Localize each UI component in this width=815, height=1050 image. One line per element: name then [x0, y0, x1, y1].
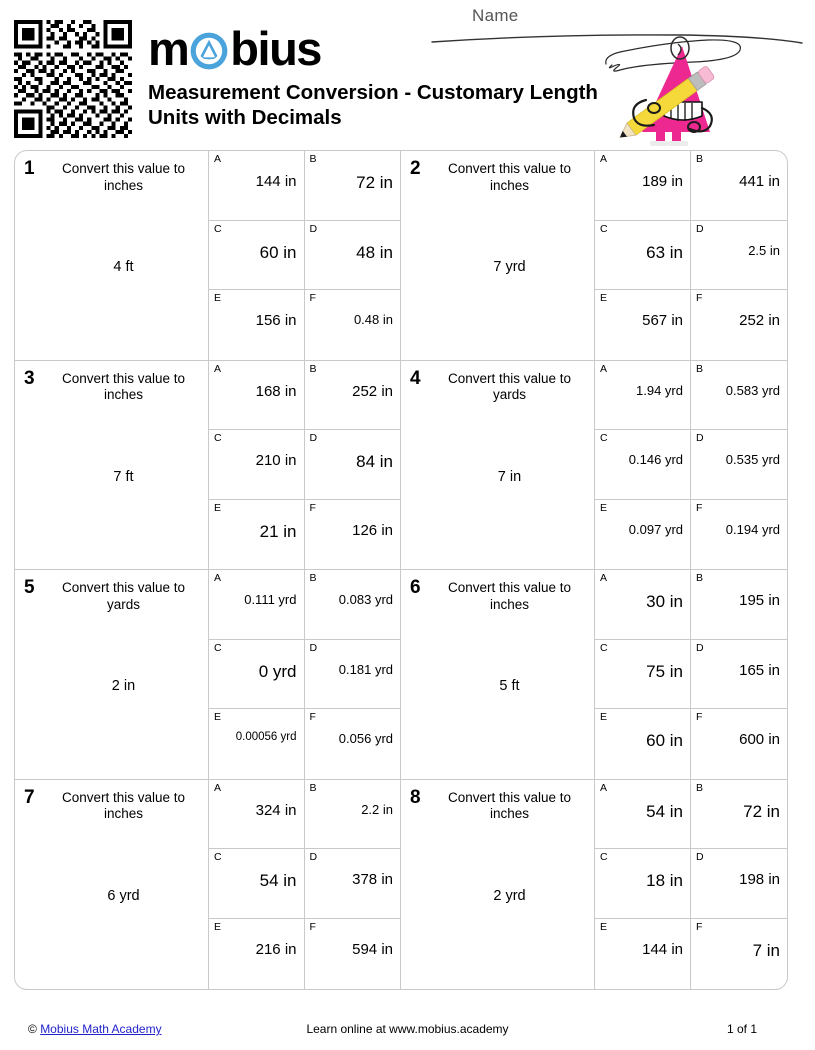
- answer-value: 0.056 yrd: [338, 731, 393, 746]
- answer-value: 54 in: [259, 871, 297, 891]
- answer-value: 0.583 yrd: [725, 382, 780, 398]
- answer-letter: E: [214, 711, 222, 723]
- answer-option-c[interactable]: [209, 221, 305, 291]
- answer-letter: A: [600, 362, 608, 375]
- answer-letter: D: [696, 432, 704, 444]
- answer-option-f[interactable]: [305, 290, 401, 360]
- answer-option-d[interactable]: [305, 430, 401, 500]
- answer-options: [594, 780, 787, 990]
- answer-value: 30 in: [646, 592, 683, 611]
- answer-option-e[interactable]: [595, 919, 691, 989]
- answer-value: 144 in: [255, 173, 297, 190]
- question-prompt-area: [401, 151, 594, 360]
- question-block: [401, 780, 787, 990]
- question-block: [15, 780, 401, 990]
- question-prompt-area: [401, 361, 594, 570]
- question-number: 1: [24, 158, 35, 179]
- question-block: [15, 361, 401, 571]
- answer-option-f[interactable]: [691, 500, 787, 570]
- answer-option-b[interactable]: [691, 570, 787, 640]
- answer-letter: F: [696, 292, 703, 304]
- answer-option-d[interactable]: [305, 221, 401, 291]
- question-prompt: Convert this value to inches: [61, 370, 186, 403]
- answer-option-c[interactable]: [209, 640, 305, 710]
- answer-value: 441 in: [739, 173, 780, 190]
- answer-letter: E: [600, 711, 608, 723]
- answer-letter: A: [214, 572, 222, 584]
- question-block: [15, 570, 401, 780]
- answer-value: 0.146 yrd: [628, 452, 683, 467]
- answer-value: 60 in: [259, 242, 297, 262]
- answer-letter: C: [600, 432, 608, 444]
- answer-option-a[interactable]: [595, 151, 691, 221]
- question-number: 3: [24, 367, 35, 389]
- question-prompt-area: [15, 361, 208, 570]
- question-prompt-area: [15, 151, 208, 360]
- answer-value: 156 in: [255, 312, 297, 329]
- answer-value: 2.2 in: [361, 801, 393, 817]
- answer-value: 144 in: [642, 941, 683, 959]
- answer-value: 216 in: [255, 941, 297, 959]
- mobius-loop-icon: [189, 31, 229, 71]
- answer-option-d[interactable]: [305, 849, 401, 919]
- answer-option-b[interactable]: [305, 570, 401, 640]
- answer-value: 252 in: [352, 382, 393, 400]
- answer-options: [208, 151, 400, 360]
- logo-text-after: bius: [230, 21, 321, 75]
- question-prompt-area: [15, 780, 208, 990]
- answer-letter: E: [214, 292, 222, 304]
- answer-value: 60 in: [646, 731, 683, 750]
- question-block: [15, 151, 401, 361]
- answer-option-f[interactable]: [305, 709, 401, 779]
- answer-option-c[interactable]: [595, 849, 691, 919]
- question-block: [401, 361, 787, 571]
- answer-letter: B: [309, 572, 317, 584]
- page-title: Measurement Conversion - Customary Length Units with Decimals: [148, 81, 598, 130]
- answer-letter: D: [696, 851, 704, 864]
- answer-letter: A: [600, 781, 608, 794]
- answer-option-a[interactable]: [209, 780, 305, 850]
- question-number: 6: [410, 577, 421, 598]
- answer-letter: D: [696, 222, 704, 235]
- answer-options: [208, 361, 400, 570]
- answer-value: 594 in: [352, 941, 393, 959]
- question-value: 2 in: [111, 678, 136, 694]
- answer-letter: E: [600, 292, 608, 304]
- question-prompt: Convert this value to inches: [61, 789, 186, 822]
- answer-option-e[interactable]: [209, 709, 305, 779]
- answer-value: 189 in: [642, 173, 683, 190]
- mobius-math-academy-link[interactable]: Mobius Math Academy: [40, 1022, 162, 1036]
- questions-grid: [14, 150, 788, 990]
- answer-option-a[interactable]: [209, 570, 305, 640]
- answer-option-a[interactable]: [595, 780, 691, 850]
- answer-option-f[interactable]: [305, 500, 401, 570]
- mascot-illustration: [598, 28, 748, 146]
- answer-option-b[interactable]: [691, 361, 787, 431]
- question-prompt: Convert this value to inches: [447, 580, 572, 612]
- answer-option-d[interactable]: [691, 640, 787, 710]
- question-prompt-area: [15, 570, 208, 779]
- answer-option-e[interactable]: [209, 919, 305, 989]
- answer-value: 0.181 yrd: [338, 661, 393, 677]
- answer-letter: C: [600, 641, 608, 654]
- answer-option-d[interactable]: [691, 849, 787, 919]
- answer-letter: F: [696, 501, 703, 514]
- answer-option-e[interactable]: [595, 290, 691, 360]
- answer-options: [208, 570, 400, 779]
- answer-letter: A: [214, 781, 222, 794]
- answer-value: 210 in: [255, 452, 297, 469]
- answer-letter: F: [309, 501, 316, 514]
- answer-value: 600 in: [739, 731, 780, 748]
- answer-option-b[interactable]: [691, 780, 787, 850]
- answer-letter: E: [214, 501, 222, 514]
- answer-options: [208, 780, 400, 990]
- answer-option-e[interactable]: [595, 500, 691, 570]
- answer-letter: D: [309, 222, 318, 235]
- answer-value: 75 in: [646, 661, 683, 681]
- answer-value: 168 in: [255, 382, 297, 400]
- question-value: 7 in: [497, 468, 522, 485]
- footer-tagline: Learn online at www.mobius.academy: [306, 1022, 509, 1036]
- answer-options: [594, 151, 787, 360]
- question-prompt: Convert this value to inches: [447, 789, 572, 822]
- answer-value: 84 in: [356, 452, 393, 471]
- question-value: 2 yrd: [493, 887, 526, 904]
- answer-value: 54 in: [646, 801, 683, 821]
- name-field-area: [430, 6, 805, 26]
- answer-option-a[interactable]: [209, 361, 305, 431]
- question-number: 8: [410, 786, 421, 808]
- answer-letter: D: [309, 432, 318, 444]
- answer-letter: C: [214, 851, 222, 864]
- answer-letter: D: [309, 641, 318, 654]
- answer-letter: F: [309, 921, 316, 934]
- question-number: 4: [410, 367, 421, 389]
- answer-letter: C: [214, 222, 222, 235]
- question-value: 5 ft: [499, 678, 520, 694]
- answer-option-f[interactable]: [305, 919, 401, 989]
- answer-value: 324 in: [255, 801, 297, 819]
- answer-option-a[interactable]: [595, 570, 691, 640]
- answer-letter: A: [600, 572, 608, 584]
- answer-value: 48 in: [356, 242, 393, 262]
- qr-code-icon: [14, 20, 132, 138]
- answer-option-d[interactable]: [691, 221, 787, 291]
- answer-letter: F: [696, 711, 703, 723]
- answer-option-b[interactable]: [691, 151, 787, 221]
- question-value: 6 yrd: [107, 887, 140, 904]
- question-prompt-area: [401, 570, 594, 779]
- answer-value: 126 in: [352, 521, 393, 539]
- answer-option-c[interactable]: [595, 640, 691, 710]
- answer-value: 165 in: [739, 661, 780, 679]
- question-prompt: Convert this value to inches: [61, 161, 186, 193]
- question-value: 7 yrd: [493, 259, 526, 275]
- answer-option-c[interactable]: [595, 221, 691, 291]
- answer-letter: B: [696, 781, 704, 794]
- answer-value: 2.5 in: [748, 242, 780, 258]
- answer-option-f[interactable]: [691, 290, 787, 360]
- logo-text-before: m: [148, 21, 189, 75]
- question-number: 5: [24, 577, 35, 598]
- answer-value: 1.94 yrd: [636, 382, 683, 398]
- answer-letter: C: [600, 222, 608, 235]
- answer-option-d[interactable]: [691, 430, 787, 500]
- question-block: [401, 570, 787, 780]
- answer-letter: B: [309, 153, 317, 165]
- answer-value: 198 in: [739, 871, 780, 889]
- question-prompt: Convert this value to inches: [447, 161, 572, 193]
- answer-options: [594, 361, 787, 570]
- answer-value: 567 in: [642, 312, 683, 329]
- answer-letter: D: [696, 641, 704, 654]
- answer-option-c[interactable]: [209, 849, 305, 919]
- answer-value: 195 in: [739, 592, 780, 609]
- answer-letter: B: [696, 362, 704, 375]
- answer-value: 72 in: [743, 801, 780, 821]
- answer-letter: C: [214, 432, 222, 444]
- answer-letter: F: [309, 711, 316, 723]
- answer-value: 63 in: [646, 242, 683, 262]
- answer-value: 0.083 yrd: [338, 592, 393, 607]
- answer-option-a[interactable]: [595, 361, 691, 431]
- answer-option-e[interactable]: [595, 709, 691, 779]
- question-prompt: Convert this value to yards: [61, 580, 186, 612]
- answer-value: 0.48 in: [353, 312, 393, 327]
- answer-value: 72 in: [356, 173, 393, 192]
- name-label: Name: [472, 6, 519, 25]
- answer-value: 0 yrd: [258, 661, 297, 681]
- answer-letter: A: [214, 362, 222, 375]
- answer-option-f[interactable]: [691, 919, 787, 989]
- answer-value: 252 in: [739, 312, 780, 329]
- answer-letter: A: [600, 153, 608, 165]
- answer-letter: C: [600, 851, 608, 864]
- answer-value: 18 in: [646, 871, 683, 891]
- answer-letter: C: [214, 641, 222, 654]
- answer-value: 0.535 yrd: [725, 452, 780, 467]
- answer-option-f[interactable]: [691, 709, 787, 779]
- answer-value: 0.194 yrd: [725, 521, 780, 537]
- answer-letter: B: [309, 362, 317, 375]
- answer-letter: D: [309, 851, 318, 864]
- question-value: 4 ft: [113, 259, 134, 275]
- question-number: 2: [410, 158, 421, 179]
- answer-option-b[interactable]: [305, 361, 401, 431]
- answer-letter: F: [309, 292, 316, 304]
- answer-letter: E: [600, 501, 608, 514]
- answer-option-e[interactable]: [209, 290, 305, 360]
- answer-letter: E: [600, 921, 608, 934]
- question-block: [401, 151, 787, 361]
- answer-option-a[interactable]: [209, 151, 305, 221]
- answer-value: 0.111 yrd: [244, 592, 297, 607]
- question-number: 7: [24, 786, 35, 808]
- answer-letter: B: [309, 781, 317, 794]
- page-header: [0, 0, 815, 148]
- answer-letter: B: [696, 572, 704, 584]
- answer-option-c[interactable]: [595, 430, 691, 500]
- answer-letter: F: [696, 921, 703, 934]
- answer-letter: A: [214, 153, 222, 165]
- question-prompt: Convert this value to yards: [447, 370, 572, 403]
- answer-value: 21 in: [259, 521, 297, 541]
- answer-option-c[interactable]: [209, 430, 305, 500]
- question-value: 7 ft: [113, 468, 134, 485]
- answer-value: 0.00056 yrd: [235, 731, 297, 743]
- question-prompt-area: [401, 780, 594, 990]
- copyright-symbol: ©: [28, 1022, 37, 1036]
- answer-value: 7 in: [752, 941, 780, 961]
- answer-option-d[interactable]: [305, 640, 401, 710]
- answer-option-b[interactable]: [305, 780, 401, 850]
- answer-value: 378 in: [352, 871, 393, 889]
- answer-option-b[interactable]: [305, 151, 401, 221]
- answer-value: 0.097 yrd: [628, 521, 683, 537]
- answer-option-e[interactable]: [209, 500, 305, 570]
- answer-letter: E: [214, 921, 222, 934]
- answer-options: [594, 570, 787, 779]
- footer-page-number: 1 of 1: [726, 1022, 757, 1036]
- answer-letter: B: [696, 153, 704, 165]
